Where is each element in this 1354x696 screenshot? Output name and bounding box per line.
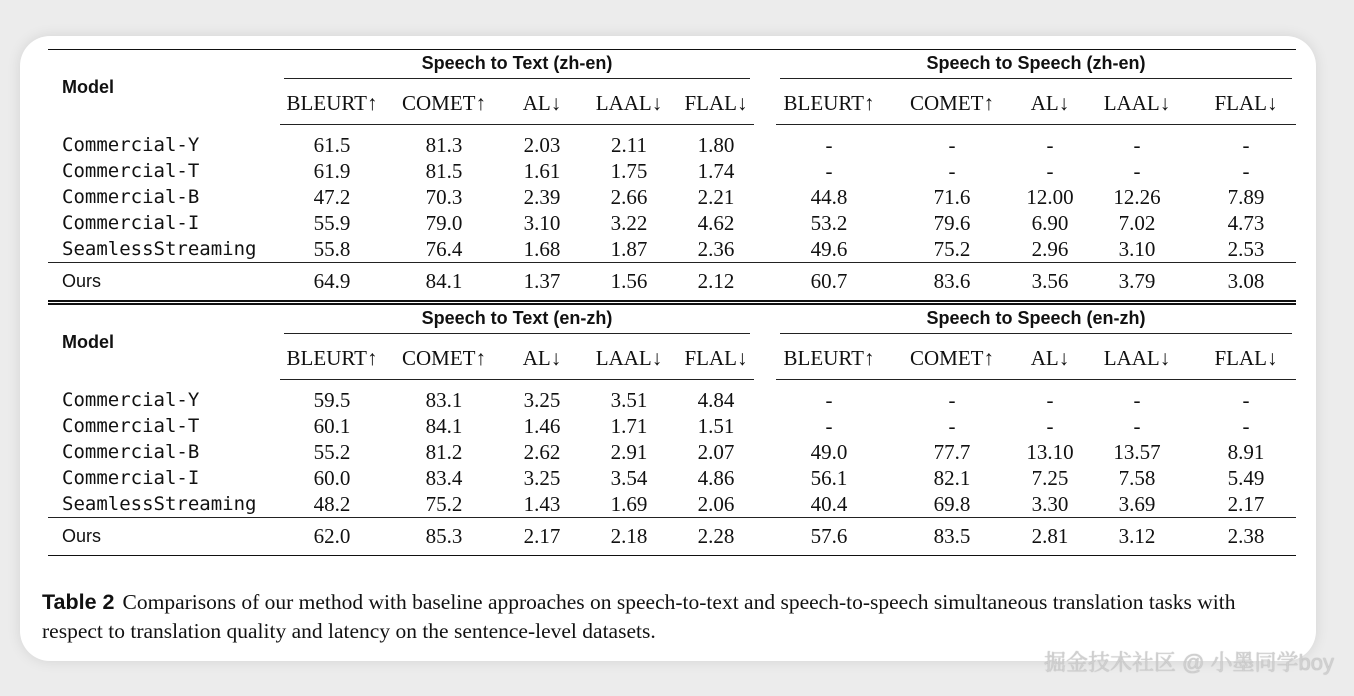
ours-label: Ours	[48, 518, 280, 556]
cell-best: 1.37	[504, 263, 580, 303]
table-row	[48, 184, 1296, 210]
block2-group-header-row	[48, 303, 1296, 338]
cell: 76.4	[425, 236, 463, 261]
cell: 60.1	[313, 413, 351, 438]
cell: 3.51	[610, 387, 648, 412]
cell-best: 60.7	[776, 263, 882, 303]
ours-label: Ours	[48, 263, 280, 303]
cell-best: 83.5	[882, 518, 1022, 556]
cell-best: 84.1	[384, 263, 504, 303]
cell: 3.54	[610, 465, 648, 490]
cell: 4.86	[697, 465, 735, 490]
watermark: 掘金技术社区 @ 小墨同学boy	[1043, 650, 1334, 675]
cell: 75.2	[425, 491, 463, 516]
metric-header: FLAL↓	[1196, 337, 1296, 380]
cell: 83.1	[425, 387, 463, 412]
cell: -	[1046, 132, 1054, 157]
cell: -	[1046, 413, 1054, 438]
cell: 3.08	[1196, 263, 1296, 303]
cell: -	[948, 158, 956, 183]
metric-header: BLEURT↑	[280, 337, 384, 380]
ours-row	[48, 263, 1296, 303]
cell-best: 64.9	[280, 263, 384, 303]
model-name: Commercial-B	[62, 441, 200, 463]
cell: -	[1242, 387, 1250, 412]
cell: 2.21	[697, 184, 735, 209]
table-row	[48, 380, 1296, 414]
cell-best: 1.46	[523, 413, 561, 438]
cell: 53.2	[810, 210, 848, 235]
cell: 3.79	[1078, 263, 1196, 303]
model-column-header: Model	[48, 50, 280, 125]
cell: -	[1046, 387, 1054, 412]
cell: 55.8	[313, 236, 351, 261]
metric-header: AL↓	[504, 337, 580, 380]
cell: 3.30	[1031, 491, 1069, 516]
metric-header: AL↓	[1022, 82, 1078, 125]
cell-best: 2.81	[1022, 518, 1078, 556]
cell: 2.18	[580, 518, 678, 556]
cell: 82.1	[933, 465, 971, 490]
cell: 4.73	[1227, 210, 1265, 235]
metric-header: BLEURT↑	[280, 82, 384, 125]
cell: 60.0	[313, 465, 351, 490]
cell: 2.39	[523, 184, 561, 209]
cell-best: 1.74	[697, 158, 735, 183]
cell: 2.91	[610, 439, 648, 464]
cell: 1.80	[697, 132, 735, 157]
cell: 70.3	[425, 184, 463, 209]
cell: 4.84	[697, 387, 735, 412]
cell: -	[948, 132, 956, 157]
metric-header: AL↓	[504, 82, 580, 125]
table-row	[48, 439, 1296, 465]
table-row	[48, 465, 1296, 491]
cell: 49.0	[810, 439, 848, 464]
cell: 7.89	[1227, 184, 1265, 209]
cell: 2.11	[611, 132, 647, 157]
cell: 81.2	[425, 439, 463, 464]
s2s-group-header: Speech to Speech (zh-en)	[776, 50, 1296, 83]
table-row	[48, 236, 1296, 263]
cell: 75.2	[933, 236, 971, 261]
cell: 1.68	[523, 236, 561, 261]
cell: 47.2	[313, 184, 351, 209]
metric-header: FLAL↓	[1196, 82, 1296, 125]
cell: 6.90	[1031, 210, 1069, 235]
cell: 59.5	[313, 387, 351, 412]
table-row	[48, 158, 1296, 184]
cell: 3.69	[1118, 491, 1156, 516]
model-name: Commercial-T	[62, 160, 200, 182]
s2s-group-header: Speech to Speech (en-zh)	[776, 303, 1296, 338]
cell-best: 3.10	[1118, 236, 1156, 261]
model-name: Commercial-Y	[62, 133, 200, 156]
metric-header: COMET↑	[384, 337, 504, 380]
metric-header: LAAL↓	[1078, 82, 1196, 125]
cell: -	[825, 387, 833, 412]
cell: 2.06	[697, 491, 735, 516]
cell-best: 2.17	[1227, 491, 1265, 516]
cell: -	[1242, 413, 1250, 438]
cell: -	[1133, 132, 1141, 157]
cell: 4.62	[697, 210, 735, 235]
cell: 2.12	[678, 263, 754, 303]
cell: 2.62	[523, 439, 561, 464]
cell: -	[825, 158, 833, 183]
table-row	[48, 125, 1296, 159]
cell: 3.25	[523, 387, 561, 412]
cell: 3.10	[523, 210, 561, 235]
table-caption	[42, 588, 1296, 646]
metric-header: AL↓	[1022, 337, 1078, 380]
model-name: Commercial-B	[62, 186, 200, 208]
cell: 1.75	[610, 158, 648, 183]
cell-best: 1.71	[610, 413, 648, 438]
metric-header: LAAL↓	[580, 337, 678, 380]
model-name: Commercial-I	[62, 467, 200, 489]
cell: 2.28	[678, 518, 754, 556]
cell: 77.7	[933, 439, 971, 464]
cell: 61.9	[313, 158, 351, 183]
metric-header: BLEURT↑	[776, 82, 882, 125]
cell: 7.02	[1118, 210, 1156, 235]
cell-best: 1.51	[697, 413, 735, 438]
cell: 2.07	[697, 439, 735, 464]
cell: 3.56	[1022, 263, 1078, 303]
cell-best: 83.6	[882, 263, 1022, 303]
cell: 5.49	[1227, 465, 1265, 490]
table-row	[48, 413, 1296, 439]
cell: 3.25	[523, 465, 561, 490]
cell: 56.1	[810, 465, 848, 490]
model-name: SeamlessStreaming	[62, 493, 257, 515]
cell: 55.9	[313, 210, 351, 235]
cell: 1.61	[523, 158, 561, 183]
cell: 61.5	[313, 132, 351, 157]
cell: 13.10	[1026, 439, 1074, 464]
metric-header: LAAL↓	[580, 82, 678, 125]
model-name: SeamlessStreaming	[62, 238, 257, 260]
cell-best: 1.56	[580, 263, 678, 303]
metric-header: COMET↑	[882, 337, 1022, 380]
metric-header: FLAL↓	[678, 82, 754, 125]
cell: 13.57	[1113, 439, 1161, 464]
cell-best: 57.6	[776, 518, 882, 556]
s2t-group-header: Speech to Text (zh-en)	[280, 50, 754, 83]
metric-header: LAAL↓	[1078, 337, 1196, 380]
cell-best: 2.96	[1031, 236, 1069, 261]
caption-label: Table 2	[42, 590, 115, 614]
cell: 71.6	[933, 184, 971, 209]
cell: 8.91	[1227, 439, 1265, 464]
cell: 7.25	[1031, 465, 1069, 490]
cell-best: 3.12	[1078, 518, 1196, 556]
cell: 81.5	[425, 158, 463, 183]
metric-header: COMET↑	[384, 82, 504, 125]
cell: 1.87	[610, 236, 648, 261]
cell: -	[1242, 158, 1250, 183]
ours-row	[48, 518, 1296, 556]
cell: 2.36	[697, 236, 735, 261]
cell: 2.17	[504, 518, 580, 556]
cell: 81.3	[425, 132, 463, 157]
cell: 79.6	[933, 210, 971, 235]
cell: -	[1133, 413, 1141, 438]
model-name: Commercial-I	[62, 212, 200, 234]
cell: 12.26	[1113, 184, 1161, 209]
cell: 2.03	[523, 132, 561, 157]
cell: -	[1046, 158, 1054, 183]
cell: -	[948, 413, 956, 438]
cell: -	[1133, 158, 1141, 183]
metric-header: BLEURT↑	[776, 337, 882, 380]
cell: 3.22	[610, 210, 648, 235]
cell-best: 85.3	[384, 518, 504, 556]
cell-best: 2.53	[1227, 236, 1265, 261]
cell: 79.0	[425, 210, 463, 235]
cell: 7.58	[1118, 465, 1156, 490]
model-name: Commercial-T	[62, 415, 200, 437]
table-row	[48, 210, 1296, 236]
cell: 1.43	[523, 491, 561, 516]
cell: -	[1133, 387, 1141, 412]
cell-best: 62.0	[280, 518, 384, 556]
cell: 44.8	[810, 184, 848, 209]
cell: 55.2	[313, 439, 351, 464]
model-name: Commercial-Y	[62, 388, 200, 411]
cell: -	[825, 132, 833, 157]
cell: 84.1	[425, 413, 463, 438]
cell: 1.69	[610, 491, 648, 516]
metric-header: FLAL↓	[678, 337, 754, 380]
cell: 49.6	[810, 236, 848, 261]
cell: 40.4	[810, 491, 848, 516]
cell: 48.2	[313, 491, 351, 516]
caption-text: Comparisons of our method with baseline approaches on speech-to-text and speech-to-speech simultaneous translation tasks with respect to translation quality and latency on the sentence-level datasets.	[42, 590, 1236, 643]
results-table	[48, 49, 1296, 556]
cell: 2.38	[1196, 518, 1296, 556]
model-column-header: Model	[48, 303, 280, 380]
cell: -	[825, 413, 833, 438]
cell: -	[1242, 132, 1250, 157]
cell: -	[948, 387, 956, 412]
cell: 2.66	[610, 184, 648, 209]
s2t-group-header: Speech to Text (en-zh)	[280, 303, 754, 338]
cell: 83.4	[425, 465, 463, 490]
cell: 12.00	[1026, 184, 1074, 209]
metric-header: COMET↑	[882, 82, 1022, 125]
cell: 69.8	[933, 491, 971, 516]
block1-group-header-row	[48, 50, 1296, 83]
table-row	[48, 491, 1296, 518]
